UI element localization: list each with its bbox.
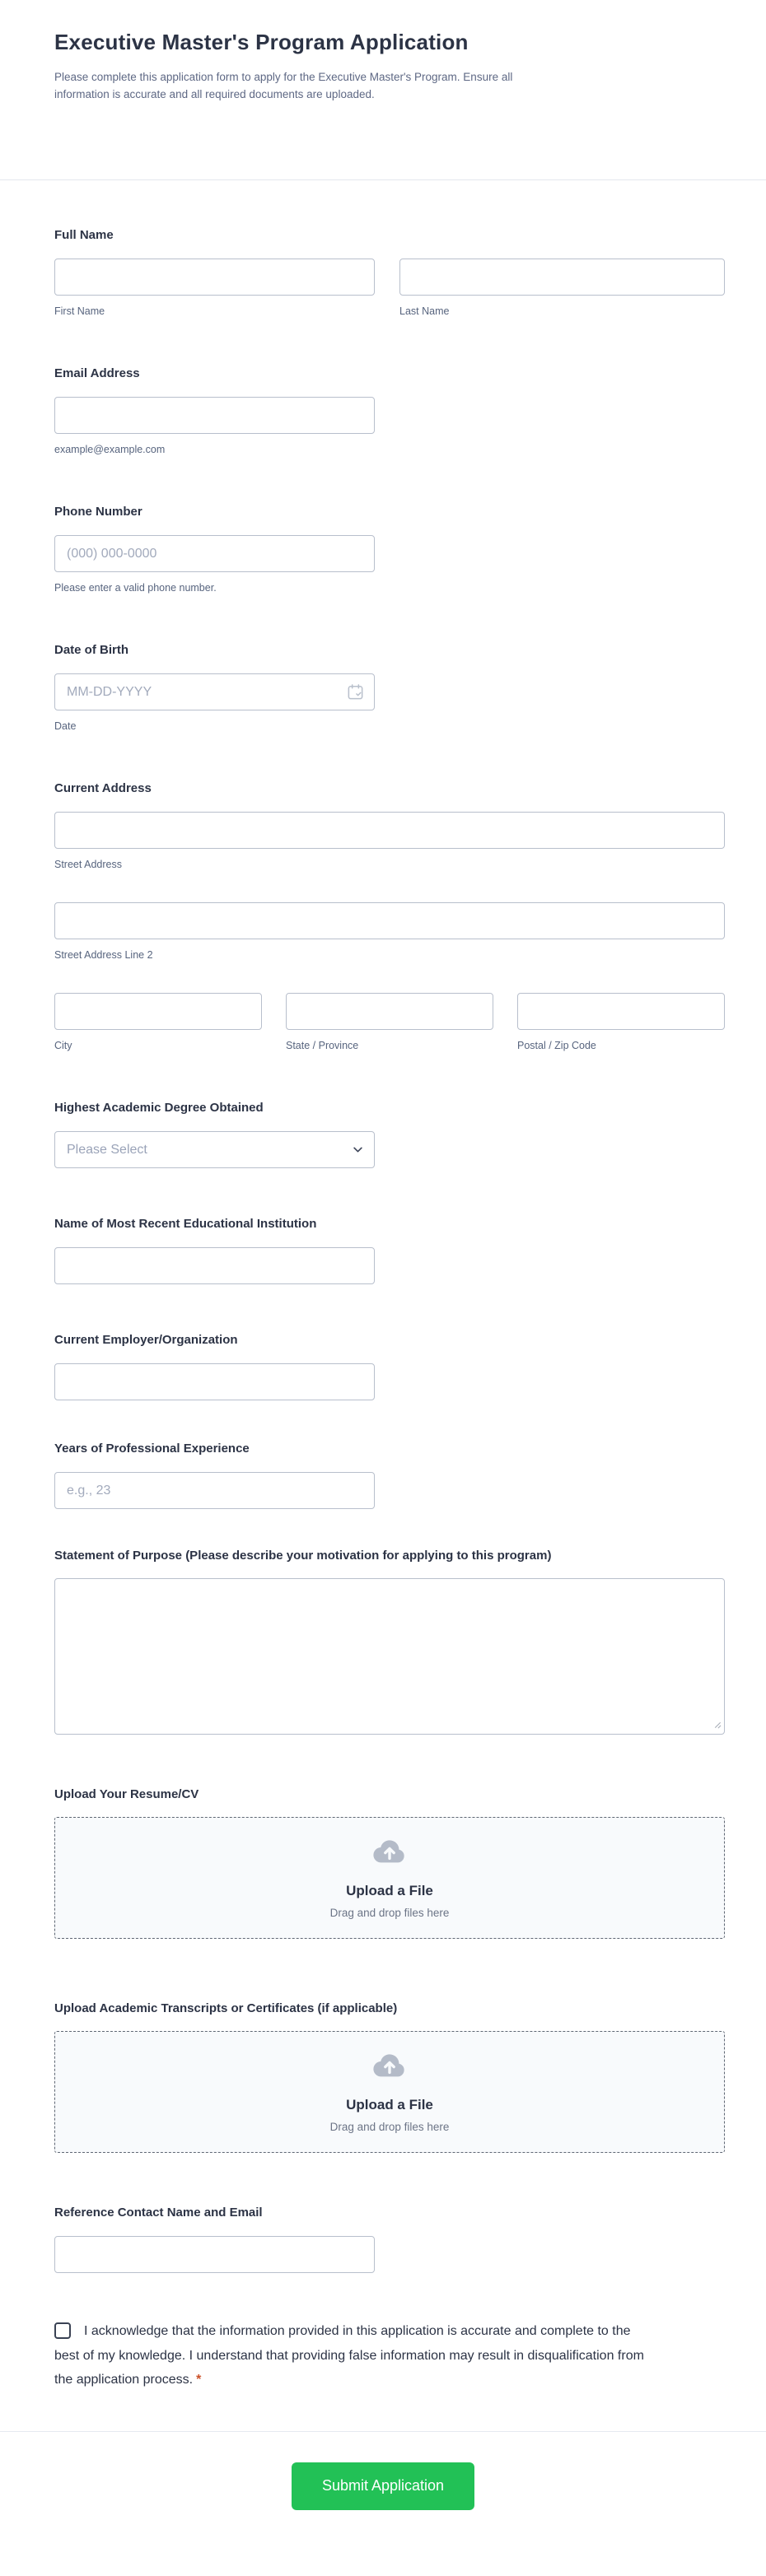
required-asterisk: *	[196, 2373, 202, 2387]
field-statement	[54, 1549, 725, 1735]
email-sublabel: example@example.com	[54, 444, 166, 455]
first-name-input[interactable]	[54, 259, 375, 296]
street-address-sublabel: Street Address	[54, 859, 122, 870]
zip-sublabel: Postal / Zip Code	[517, 1040, 596, 1051]
field-transcripts-upload	[54, 2001, 725, 2153]
street-address2-input[interactable]	[54, 902, 725, 939]
resume-upload-hint: Drag and drop files here	[329, 1907, 450, 1919]
address-label: Current Address	[54, 781, 152, 795]
last-name-input[interactable]	[399, 259, 725, 296]
full-name-label: Full Name	[54, 228, 114, 242]
experience-label: Years of Professional Experience	[54, 1442, 250, 1456]
submit-application-button[interactable]: Submit Application	[292, 2462, 474, 2510]
resume-upload-label: Upload Your Resume/CV	[54, 1787, 199, 1801]
cloud-upload-icon	[370, 1838, 409, 1871]
transcripts-upload-button-text: Upload a File	[346, 2097, 433, 2113]
degree-select[interactable]	[54, 1131, 375, 1168]
page-subtitle: Please complete this application form to apply for the Executive Master's Program. Ensure all information is accurate and all required documents are uploaded.	[54, 71, 513, 100]
employer-label: Current Employer/Organization	[54, 1333, 238, 1347]
transcripts-upload-label: Upload Academic Transcripts or Certificates (if applicable)	[54, 2001, 398, 2015]
state-sublabel: State / Province	[286, 1040, 359, 1051]
phone-sublabel: Please enter a valid phone number.	[54, 582, 217, 594]
field-email	[54, 366, 725, 456]
field-experience	[54, 1442, 725, 1509]
street-address2-sublabel: Street Address Line 2	[54, 949, 153, 961]
street-address-input[interactable]	[54, 812, 725, 849]
state-input[interactable]	[286, 993, 493, 1030]
field-phone	[54, 505, 725, 594]
last-name-sublabel: Last Name	[399, 305, 450, 317]
degree-selected-value: Please Select	[67, 1142, 147, 1157]
form-header	[0, 0, 766, 180]
dob-sublabel: Date	[54, 720, 77, 732]
reference-label: Reference Contact Name and Email	[54, 2206, 263, 2220]
transcripts-upload-dropzone[interactable]	[54, 2031, 725, 2153]
first-name-sublabel: First Name	[54, 305, 105, 317]
resume-upload-button-text: Upload a File	[346, 1883, 433, 1898]
form-body	[0, 228, 766, 2392]
phone-label: Phone Number	[54, 505, 142, 519]
resume-upload-dropzone[interactable]	[54, 1817, 725, 1939]
statement-label: Statement of Purpose (Please describe your motivation for applying to this program)	[54, 1549, 552, 1563]
page-title: Executive Master's Program Application	[54, 30, 469, 54]
employer-input[interactable]	[54, 1363, 375, 1400]
calendar-check-icon[interactable]	[346, 682, 365, 701]
field-reference	[54, 2206, 725, 2273]
field-institution	[54, 1217, 725, 1284]
acknowledgement-text: I acknowledge that the information provided in this application is accurate and complete to the best of my knowledge. I understand that providing false information may result in disqualification from the application process.	[54, 2324, 644, 2387]
institution-label: Name of Most Recent Educational Institution	[54, 1217, 317, 1231]
field-acknowledgement	[54, 2319, 651, 2392]
acknowledgement-checkbox[interactable]	[54, 2322, 71, 2339]
degree-label: Highest Academic Degree Obtained	[54, 1101, 264, 1115]
reference-input[interactable]	[54, 2236, 375, 2273]
institution-input[interactable]	[54, 1247, 375, 1284]
field-address	[54, 781, 725, 1052]
phone-input[interactable]	[54, 535, 375, 572]
city-input[interactable]	[54, 993, 262, 1030]
field-employer	[54, 1333, 725, 1400]
field-full-name	[54, 228, 725, 318]
statement-textarea[interactable]	[54, 1578, 725, 1735]
dob-input[interactable]	[54, 673, 375, 710]
field-resume-upload	[54, 1787, 725, 1939]
city-sublabel: City	[54, 1040, 72, 1051]
field-degree	[54, 1101, 725, 1168]
resize-grip-icon[interactable]	[712, 1720, 722, 1729]
email-label: Email Address	[54, 366, 140, 380]
zip-input[interactable]	[517, 993, 725, 1030]
form-footer	[0, 2432, 766, 2552]
cloud-upload-icon	[370, 2052, 409, 2085]
field-dob	[54, 643, 725, 733]
dob-label: Date of Birth	[54, 643, 128, 657]
email-input[interactable]	[54, 397, 375, 434]
transcripts-upload-hint: Drag and drop files here	[329, 2121, 450, 2133]
chevron-down-icon	[352, 1144, 364, 1156]
experience-input[interactable]	[54, 1472, 375, 1509]
